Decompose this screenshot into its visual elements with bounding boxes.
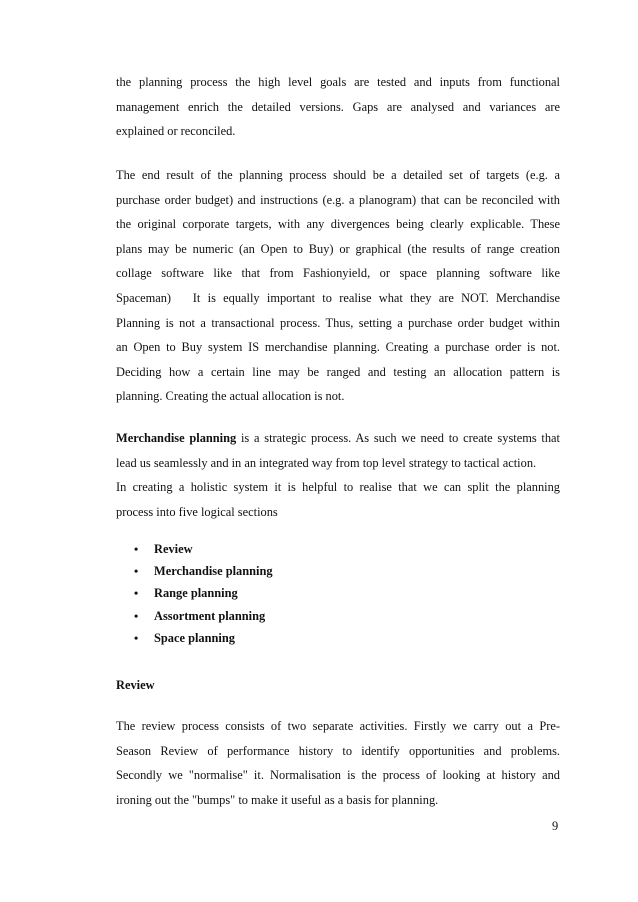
text-line: In creating a holistic system it is helpful to realise that we can split the planning (116, 480, 560, 495)
bullet-icon: • (134, 630, 139, 645)
text-line: Planning is not a transactional process. Thus, setting a purchase order budget within (116, 315, 560, 330)
list-item (116, 538, 560, 560)
text-line: planning. Creating the actual allocation is not. (116, 389, 345, 404)
text-line: explained or reconciled. (116, 124, 236, 139)
text-fragment: is a strategic process. As such we need to create systems that (236, 431, 561, 445)
list-item (116, 582, 560, 604)
text-line: The review process consists of two separate activities. Firstly we carry out a Pre- (116, 719, 560, 733)
text-line (116, 426, 560, 451)
list-item-label: Range planning (154, 586, 238, 601)
text-line: the original corporate targets, with any divergences being clearly explicable. These (116, 217, 560, 232)
text-line: management enrich the detailed versions. Gaps are analysed and variances are (116, 99, 560, 114)
text-line: Deciding how a certain line may be ranged and testing an allocation pattern is (116, 364, 560, 379)
text-line: The end result of the planning process should be a detailed set of targets (e.g. a (116, 168, 560, 182)
bullet-icon: • (134, 586, 139, 601)
text-line: lead us seamlessly and in an integrated way from top level strategy to tactical action. (116, 455, 537, 470)
paragraph-merchandise-planning (116, 426, 560, 524)
list-item-label: Space planning (154, 630, 235, 645)
text-line: purchase order budget) and instructions (e.g. a planogram) that can be reconciled with (116, 192, 560, 207)
text-line: plans may be numeric (an Open to Buy) or graphical (the results of range creation (116, 241, 560, 256)
list-item-label: Review (154, 542, 193, 556)
list-item (116, 605, 560, 627)
section-heading-review: Review (116, 678, 155, 692)
bullet-icon: • (134, 608, 139, 623)
text-line: Season Review of performance history to identify opportunities and problems. (116, 743, 560, 758)
list-item-label: Merchandise planning (154, 564, 273, 579)
text-line: Spaceman) It is equally important to realise what they are NOT. Merchandise (116, 290, 560, 305)
paragraph-planning-intro (116, 70, 560, 144)
text-line: Secondly we "normalise" it. Normalisation is the process of looking at history and (116, 768, 560, 783)
bold-term: Merchandise planning (116, 431, 237, 445)
bullet-icon: • (134, 564, 139, 579)
list-item (116, 560, 560, 582)
text-line: the planning process the high level goals are tested and inputs from functional (116, 75, 560, 89)
text-line: an Open to Buy system IS merchandise planning. Creating a purchase order is not. (116, 340, 560, 355)
paragraph-end-result (116, 163, 560, 409)
sections-list (116, 538, 560, 649)
paragraph-review-process (116, 714, 560, 812)
text-line: process into five logical sections (116, 504, 278, 519)
text-line: collage software like that from Fashionyield, or space planning software like (116, 266, 560, 281)
page-number: 9 (552, 819, 559, 833)
list-item-label: Assortment planning (154, 608, 266, 623)
text-line: ironing out the "bumps" to make it useful as a basis for planning. (116, 792, 439, 807)
bullet-icon: • (134, 542, 139, 556)
list-item (116, 627, 560, 649)
